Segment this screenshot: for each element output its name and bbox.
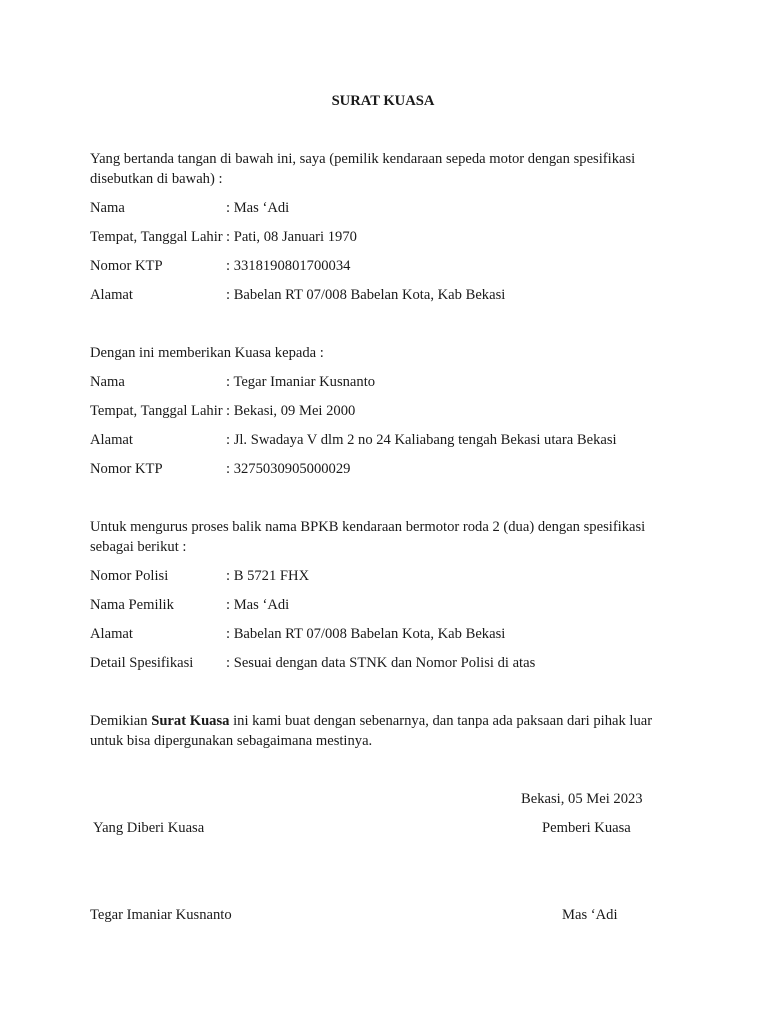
grantee-birth-row: [90, 401, 690, 421]
field-value: : Pati, 08 Januari 1970: [226, 229, 357, 245]
closing-paragraph: [90, 711, 680, 751]
field-value: : Babelan RT 07/008 Babelan Kota, Kab Bekasi: [226, 626, 506, 642]
closing-suffix: ini kami buat dengan sebenarnya, dan tanpa ada paksaan dari pihak luar untuk bisa dipergunakan sebagaimana mestinya.: [90, 713, 653, 749]
grantor-address-row: [90, 285, 690, 305]
field-value: : Jl. Swadaya V dlm 2 no 24 Kaliabang tengah Bekasi utara Bekasi: [226, 432, 617, 448]
grantee-signature-name: Tegar Imaniar Kusnanto: [90, 907, 232, 923]
field-label: Nomor Polisi: [90, 568, 169, 584]
vehicle-plate-row: [90, 566, 690, 586]
field-label: Nama: [90, 374, 125, 390]
grantor-role-label: Pemberi Kuasa: [542, 820, 631, 836]
grantor-name-row: [90, 198, 690, 218]
grantor-signature-name: Mas ‘Adi: [562, 907, 618, 923]
field-value: : Bekasi, 09 Mei 2000: [226, 403, 356, 419]
grantor-ktp-row: [90, 256, 690, 276]
grantee-role-label: Yang Diberi Kuasa: [93, 820, 205, 836]
vehicle-address-row: [90, 624, 690, 644]
purpose-paragraph: Untuk mengurus proses balik nama BPKB kendaraan bermotor roda 2 (dua) dengan spesifikasi sebagai berikut :: [90, 519, 646, 555]
grantee-address-row: [90, 430, 690, 450]
field-label: Tempat, Tanggal Lahir: [90, 229, 223, 245]
field-value: : B 5721 FHX: [226, 568, 310, 584]
closing-prefix: Demikian: [90, 713, 152, 729]
field-value: : Sesuai dengan data STNK dan Nomor Polisi di atas: [226, 655, 536, 671]
field-label: Detail Spesifikasi: [90, 655, 194, 671]
field-label: Nama Pemilik: [90, 597, 174, 613]
field-value: : Tegar Imaniar Kusnanto: [226, 374, 376, 390]
field-label: Nama: [90, 200, 125, 216]
vehicle-owner-row: [90, 595, 690, 615]
field-label: Nomor KTP: [90, 258, 163, 274]
field-label: Alamat: [90, 287, 133, 303]
vehicle-spec-row: [90, 653, 690, 673]
field-value: : 3275030905000029: [226, 461, 351, 477]
field-value: : Mas ‘Adi: [226, 200, 290, 216]
field-value: : 3318190801700034: [226, 258, 351, 274]
closing-bold-term: Surat Kuasa: [151, 713, 230, 729]
field-label: Alamat: [90, 432, 133, 448]
document-title: SURAT KUASA: [331, 93, 435, 109]
field-value: : Mas ‘Adi: [226, 597, 290, 613]
intro-paragraph: Yang bertanda tangan di bawah ini, saya (pemilik kendaraan sepeda motor dengan spesifikasi disebutkan di bawah) :: [90, 151, 636, 187]
field-label: Alamat: [90, 626, 133, 642]
field-label: Tempat, Tanggal Lahir: [90, 403, 223, 419]
field-value: : Babelan RT 07/008 Babelan Kota, Kab Bekasi: [226, 287, 506, 303]
place-date: Bekasi, 05 Mei 2023: [521, 791, 643, 807]
field-label: Nomor KTP: [90, 461, 163, 477]
grantee-name-row: [90, 372, 690, 392]
grantee-ktp-row: [90, 459, 690, 479]
grant-intro: Dengan ini memberikan Kuasa kepada :: [90, 345, 324, 361]
grantor-birth-row: [90, 227, 690, 247]
